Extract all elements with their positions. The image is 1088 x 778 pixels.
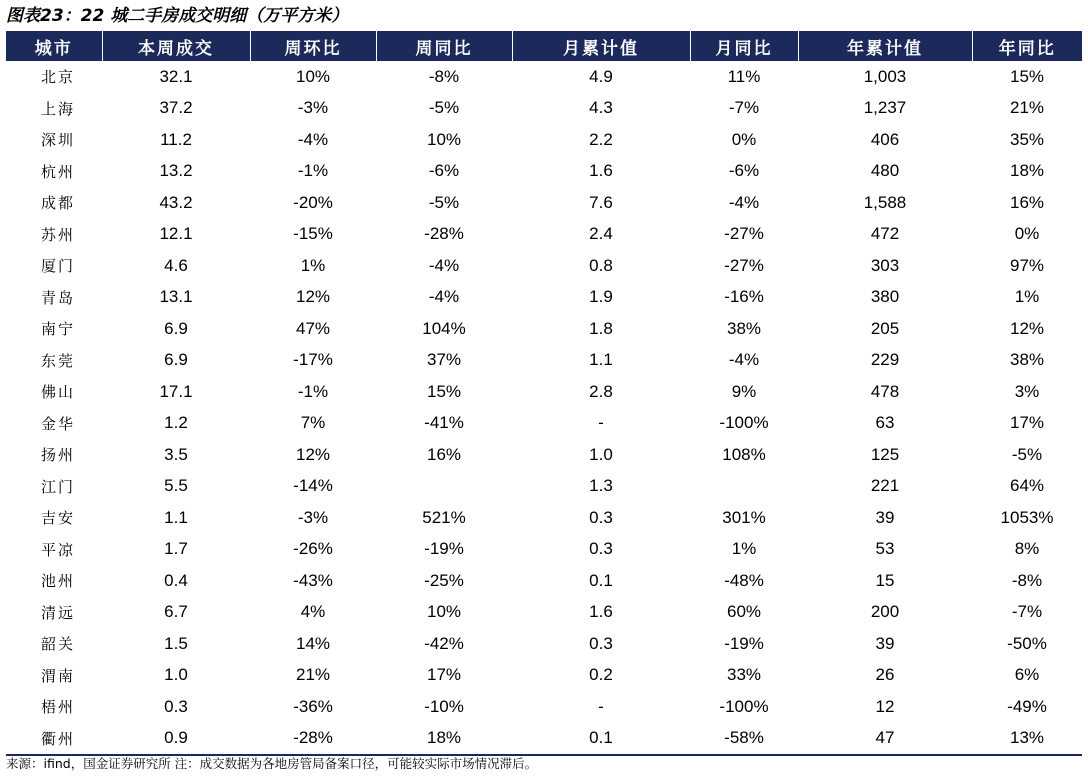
year-cumulative-cell: 53	[875, 539, 895, 559]
year-cumulative-cell: 125	[870, 444, 900, 464]
table-row	[6, 471, 1082, 503]
month-cumulative-cell: 0.1	[512, 723, 690, 756]
year-cumulative-cell: 63	[875, 413, 895, 433]
table-body	[6, 61, 1082, 755]
week-year-over-year-cell: -42%	[424, 633, 464, 653]
table-row	[6, 345, 1082, 377]
table-row	[6, 61, 1082, 93]
weekly-volume-cell: 4.6	[164, 255, 188, 275]
month-year-over-year-cell: 9%	[731, 381, 757, 401]
city-cell: 金华	[41, 414, 76, 433]
week-over-week-cell: 12%	[295, 287, 331, 307]
week-over-week-cell: 47%	[295, 318, 331, 338]
weekly-volume-cell: 1.5	[164, 633, 188, 653]
column-header-year-cumulative: 年累计值	[798, 31, 972, 61]
year-cumulative-cell: 200	[870, 602, 900, 622]
year-year-over-year-cell: 17%	[1009, 413, 1045, 433]
month-year-over-year-cell: -100%	[719, 413, 769, 433]
month-year-over-year-cell: -6%	[728, 161, 760, 181]
year-year-over-year-cell: 12%	[1009, 318, 1045, 338]
table-row	[6, 502, 1082, 534]
month-year-over-year-cell: 1%	[731, 539, 757, 559]
weekly-volume-cell: 0.4	[164, 570, 188, 590]
table-title: 图表23：22 城二手房成交明细（万平方米）	[6, 6, 349, 26]
table-row	[6, 534, 1082, 566]
week-over-week-cell: 21%	[295, 665, 331, 685]
year-cumulative-cell: 12	[875, 696, 895, 716]
week-year-over-year-cell: 10%	[426, 129, 462, 149]
month-cumulative-cell: 1.6	[589, 602, 613, 622]
month-cumulative-cell: 0.8	[589, 255, 613, 275]
week-year-over-year-cell: 37%	[426, 350, 462, 370]
month-cumulative-cell: 1.3	[589, 476, 613, 496]
weekly-volume-cell: 17.1	[159, 381, 193, 401]
year-cumulative-cell: 478	[870, 381, 900, 401]
month-cumulative-cell: 2.2	[589, 129, 613, 149]
week-year-over-year-cell: -4%	[428, 287, 460, 307]
weekly-volume-cell: 32.1	[159, 66, 193, 86]
month-cumulative-cell: -	[598, 696, 604, 716]
year-year-over-year-cell: 18%	[1009, 161, 1045, 181]
city-cell: 渭南	[41, 666, 76, 685]
table-row	[6, 691, 1082, 723]
month-cumulative-cell: -	[598, 413, 604, 433]
month-cumulative-cell: 1.9	[589, 287, 613, 307]
month-year-over-year-cell: -4%	[728, 350, 760, 370]
week-over-week-cell: -4%	[297, 129, 329, 149]
city-cell: 平凉	[41, 540, 76, 559]
weekly-volume-cell: 13.1	[159, 287, 193, 307]
week-over-week-cell: 14%	[295, 633, 331, 653]
table-row	[6, 408, 1082, 440]
year-cumulative-cell: 205	[870, 318, 900, 338]
month-year-over-year-cell: 38%	[726, 318, 762, 338]
table-row	[6, 597, 1082, 629]
year-year-over-year-cell: 3%	[1014, 381, 1040, 401]
housing-transactions-table	[6, 31, 1082, 756]
week-year-over-year-cell: 16%	[426, 444, 462, 464]
week-year-over-year-cell: -5%	[428, 98, 460, 118]
year-year-over-year-cell: 21%	[1009, 98, 1045, 118]
year-cumulative-cell: 15	[875, 570, 895, 590]
weekly-volume-cell: 3.5	[164, 444, 188, 464]
weekly-volume-cell: 6.7	[164, 602, 188, 622]
city-cell: 南宁	[41, 320, 76, 339]
table-row	[6, 376, 1082, 408]
table-row	[6, 250, 1082, 282]
year-year-over-year-cell: 16%	[1009, 192, 1045, 212]
week-year-over-year-cell: 15%	[426, 381, 462, 401]
weekly-volume-cell: 11.2	[160, 129, 192, 149]
year-cumulative-cell: 406	[870, 129, 900, 149]
city-cell: 厦门	[41, 257, 76, 276]
city-cell: 杭州	[41, 162, 76, 181]
column-header-month-cumulative: 月累计值	[512, 31, 690, 61]
table-container	[6, 31, 1082, 756]
week-over-week-cell: 4%	[300, 602, 326, 622]
week-over-week-cell: -1%	[297, 381, 329, 401]
year-cumulative-cell: 221	[870, 476, 900, 496]
city-cell: 清远	[41, 603, 76, 622]
weekly-volume-cell: 5.5	[164, 476, 188, 496]
month-year-over-year-cell: 60%	[726, 602, 762, 622]
month-cumulative-cell: 0.3	[589, 633, 613, 653]
week-over-week-cell: -43%	[293, 570, 333, 590]
month-year-over-year-cell: -48%	[724, 570, 764, 590]
year-cumulative-cell: 1,237	[863, 98, 907, 118]
month-cumulative-cell: 0.1	[589, 570, 613, 590]
month-cumulative-cell: 7.6	[589, 192, 613, 212]
weekly-volume-cell: 37.2	[159, 98, 193, 118]
weekly-volume-cell: 1.7	[164, 539, 188, 559]
weekly-volume-cell: 1.2	[164, 413, 188, 433]
month-year-over-year-cell: 11%	[727, 66, 761, 86]
table-row	[6, 313, 1082, 345]
year-year-over-year-cell: 35%	[1009, 129, 1045, 149]
week-year-over-year-cell: 10%	[426, 602, 462, 622]
city-cell: 深圳	[41, 131, 76, 150]
week-over-week-cell: -1%	[297, 161, 329, 181]
weekly-volume-cell: 0.9	[102, 723, 250, 756]
table-row	[6, 124, 1082, 156]
week-year-over-year-cell	[376, 471, 512, 503]
city-cell: 衢州	[6, 723, 102, 756]
week-year-over-year-cell: -25%	[424, 570, 464, 590]
weekly-volume-cell: 1.0	[164, 665, 188, 685]
table-row	[6, 282, 1082, 314]
week-year-over-year-cell: -19%	[424, 539, 464, 559]
table-row	[6, 93, 1082, 125]
week-over-week-cell: -14%	[293, 476, 333, 496]
month-year-over-year-cell: 108%	[722, 444, 766, 464]
year-year-over-year-cell: -49%	[1007, 696, 1047, 716]
month-year-over-year-cell: -100%	[719, 696, 769, 716]
table-row	[6, 565, 1082, 597]
year-year-over-year-cell: 64%	[1009, 476, 1045, 496]
week-over-week-cell: -17%	[293, 350, 333, 370]
year-cumulative-cell: 47	[798, 723, 972, 756]
city-cell: 扬州	[41, 446, 76, 465]
month-year-over-year-cell: 301%	[722, 507, 766, 527]
month-year-over-year-cell: -4%	[728, 192, 760, 212]
month-year-over-year-cell: 0%	[731, 129, 757, 149]
month-year-over-year-cell: -27%	[724, 255, 764, 275]
year-year-over-year-cell: 13%	[972, 723, 1082, 756]
table-row	[6, 219, 1082, 251]
year-cumulative-cell: 26	[875, 665, 895, 685]
week-year-over-year-cell: -5%	[428, 192, 460, 212]
column-header-city: 城市	[6, 31, 102, 61]
year-cumulative-cell: 303	[870, 255, 900, 275]
year-cumulative-cell: 1,003	[863, 66, 907, 86]
weekly-volume-cell: 1.1	[164, 507, 188, 527]
city-cell: 梧州	[41, 698, 76, 717]
year-year-over-year-cell: 1053%	[1000, 507, 1054, 527]
week-year-over-year-cell: -10%	[424, 696, 464, 716]
week-over-week-cell: -3%	[297, 507, 329, 527]
month-year-over-year-cell: -27%	[724, 224, 764, 244]
column-header-weekly-volume: 本周成交	[102, 31, 250, 61]
month-year-over-year-cell: -16%	[724, 287, 764, 307]
month-cumulative-cell: 1.0	[589, 444, 613, 464]
month-cumulative-cell: 1.6	[589, 161, 613, 181]
city-cell: 上海	[41, 99, 76, 118]
month-cumulative-cell: 4.3	[589, 98, 613, 118]
week-over-week-cell: 10%	[295, 66, 331, 86]
weekly-volume-cell: 43.2	[159, 192, 193, 212]
month-year-over-year-cell: -58%	[690, 723, 798, 756]
city-cell: 池州	[41, 572, 76, 591]
table-header-row	[6, 31, 1082, 61]
city-cell: 韶关	[41, 635, 76, 654]
city-cell: 东莞	[41, 351, 76, 370]
column-header-week-year-over-year: 周同比	[376, 31, 512, 61]
table-row	[6, 156, 1082, 188]
year-year-over-year-cell: 97%	[1009, 255, 1045, 275]
year-cumulative-cell: 380	[870, 287, 900, 307]
week-year-over-year-cell: -8%	[428, 66, 460, 86]
year-cumulative-cell: 39	[875, 507, 895, 527]
city-cell: 吉安	[41, 509, 76, 528]
week-year-over-year-cell: 521%	[422, 507, 466, 527]
weekly-volume-cell: 6.9	[164, 350, 188, 370]
month-year-over-year-cell: 33%	[726, 665, 762, 685]
column-header-month-year-over-year: 月同比	[690, 31, 798, 61]
year-cumulative-cell: 1,588	[863, 192, 907, 212]
week-over-week-cell: -36%	[293, 696, 333, 716]
month-year-over-year-cell: -7%	[728, 98, 760, 118]
year-year-over-year-cell: 8%	[1014, 539, 1040, 559]
year-year-over-year-cell: -5%	[1011, 444, 1043, 464]
year-cumulative-cell: 229	[870, 350, 900, 370]
city-cell: 苏州	[41, 225, 76, 244]
week-year-over-year-cell: 17%	[426, 665, 462, 685]
month-cumulative-cell: 0.2	[589, 665, 613, 685]
year-year-over-year-cell: 1%	[1014, 287, 1040, 307]
month-cumulative-cell: 0.3	[589, 507, 613, 527]
week-year-over-year-cell: -6%	[428, 161, 460, 181]
table-row	[6, 439, 1082, 471]
column-header-year-year-over-year: 年同比	[972, 31, 1082, 61]
week-year-over-year-cell: -41%	[424, 413, 464, 433]
city-cell: 佛山	[41, 383, 76, 402]
month-cumulative-cell: 1.1	[589, 350, 613, 370]
month-cumulative-cell: 4.9	[589, 66, 613, 86]
year-year-over-year-cell: -7%	[1011, 602, 1043, 622]
source-note: 来源：ifind，国金证券研究所 注：成交数据为各地房管局备案口径，可能较实际市场情况滞后。	[6, 756, 538, 771]
city-cell: 北京	[41, 68, 76, 87]
month-cumulative-cell: 1.8	[589, 318, 613, 338]
weekly-volume-cell: 13.2	[159, 161, 193, 181]
year-cumulative-cell: 472	[870, 224, 900, 244]
table-row	[6, 187, 1082, 219]
week-over-week-cell: -26%	[293, 539, 333, 559]
year-year-over-year-cell: 15%	[1009, 66, 1045, 86]
month-cumulative-cell: 0.3	[589, 539, 613, 559]
year-year-over-year-cell: 38%	[1009, 350, 1045, 370]
weekly-volume-cell: 0.3	[164, 696, 188, 716]
city-cell: 成都	[41, 194, 76, 213]
table-row	[6, 723, 1082, 756]
week-year-over-year-cell: 104%	[422, 318, 466, 338]
year-year-over-year-cell: 0%	[1014, 224, 1040, 244]
city-cell: 青岛	[41, 288, 76, 307]
year-cumulative-cell: 39	[875, 633, 895, 653]
year-year-over-year-cell: 6%	[1014, 665, 1040, 685]
week-year-over-year-cell: 18%	[376, 723, 512, 756]
year-cumulative-cell: 480	[870, 161, 900, 181]
weekly-volume-cell: 6.9	[164, 318, 188, 338]
week-year-over-year-cell: -4%	[428, 255, 460, 275]
week-over-week-cell: -15%	[293, 224, 333, 244]
city-cell: 江门	[41, 477, 76, 496]
week-over-week-cell: -28%	[250, 723, 376, 756]
week-year-over-year-cell: -28%	[424, 224, 464, 244]
week-over-week-cell: -20%	[293, 192, 333, 212]
week-over-week-cell: 1%	[300, 255, 326, 275]
year-year-over-year-cell: -50%	[1007, 633, 1047, 653]
column-header-week-over-week: 周环比	[250, 31, 376, 61]
month-year-over-year-cell	[690, 471, 798, 503]
year-year-over-year-cell: -8%	[1011, 570, 1043, 590]
table-row	[6, 660, 1082, 692]
weekly-volume-cell: 12.1	[159, 224, 193, 244]
week-over-week-cell: 12%	[295, 444, 331, 464]
month-year-over-year-cell: -19%	[724, 633, 764, 653]
table-row	[6, 628, 1082, 660]
week-over-week-cell: -3%	[297, 98, 329, 118]
month-cumulative-cell: 2.8	[589, 381, 613, 401]
week-over-week-cell: 7%	[300, 413, 326, 433]
month-cumulative-cell: 2.4	[589, 224, 613, 244]
